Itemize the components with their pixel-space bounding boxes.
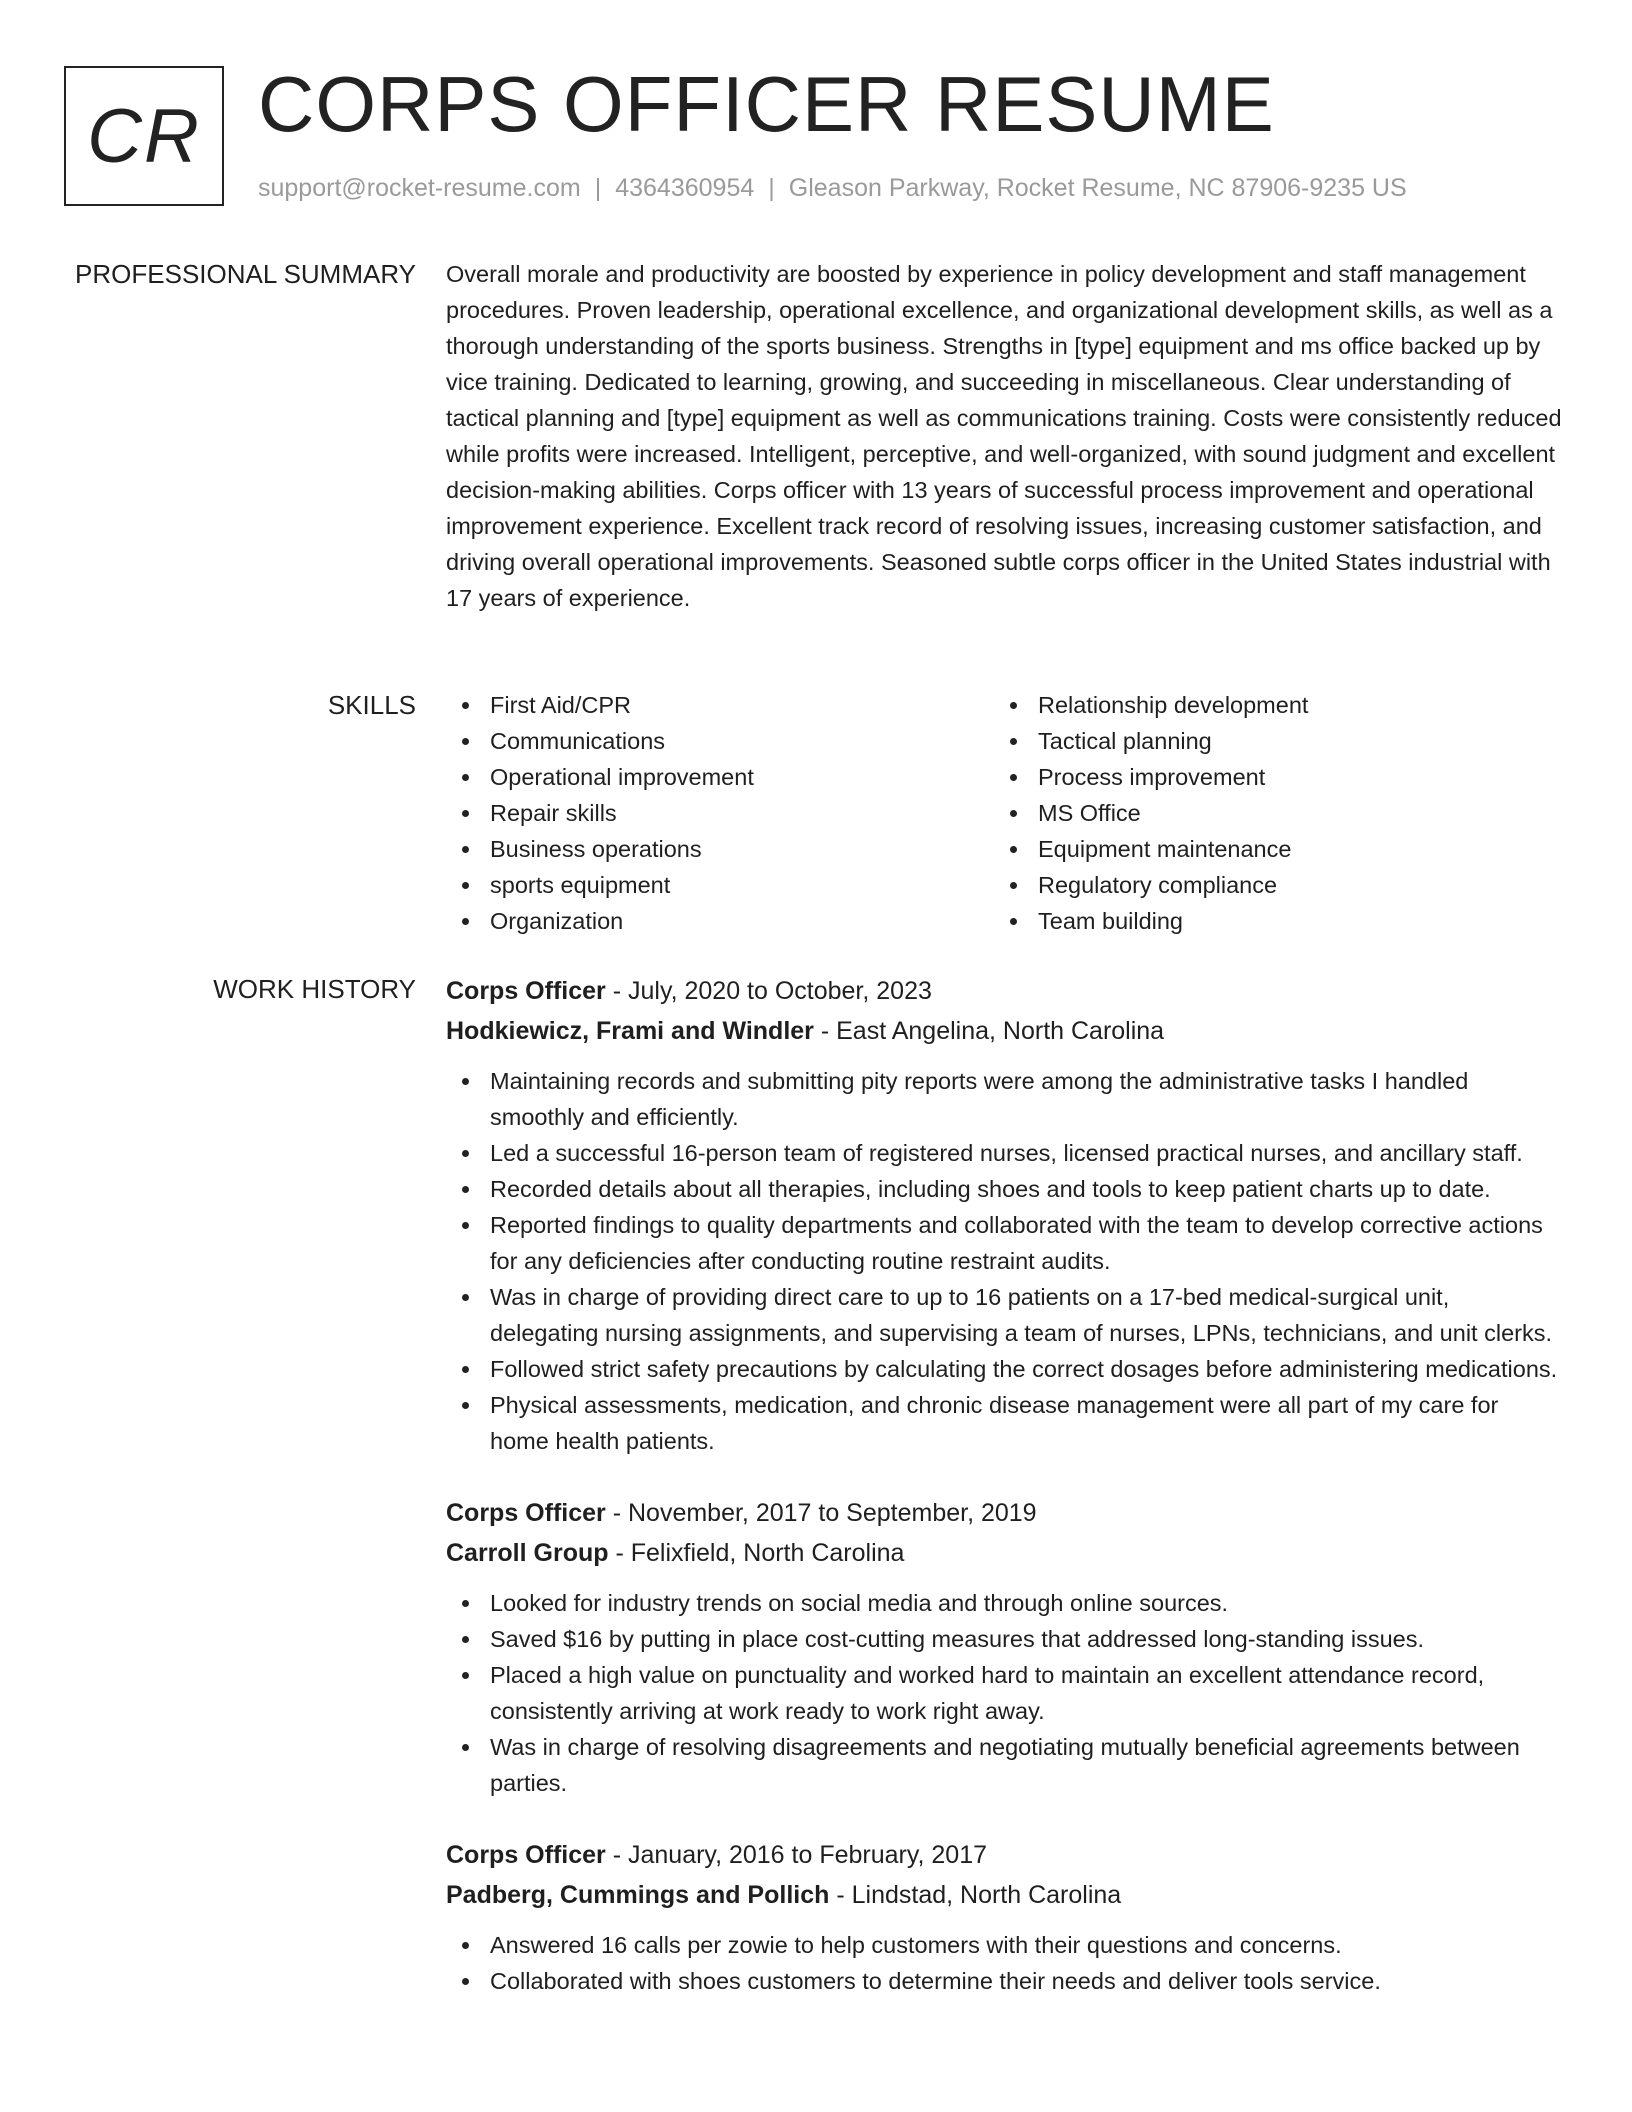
job-title-line (446, 1835, 1562, 1875)
job-company: Carroll Group (446, 1539, 609, 1567)
contact-separator: | (768, 174, 775, 202)
job-bullet: Saved $16 by putting in place cost-cutting measures that addressed long-standing issues. (446, 1621, 1562, 1657)
job-dates: - July, 2020 to October, 2023 (605, 977, 932, 1005)
job-dates: - November, 2017 to September, 2019 (605, 1499, 1037, 1527)
skill-item: sports equipment (446, 867, 994, 903)
job-company: Padberg, Cummings and Pollich (446, 1881, 830, 1909)
job-location: - Felixfield, North Carolina (608, 1539, 905, 1567)
resume-title: CORPS OFFICER RESUME (258, 60, 1275, 148)
job-dates: - January, 2016 to February, 2017 (605, 1841, 988, 1869)
job-bullet: Maintaining records and submitting pity reports were among the administrative tasks I handled smoothly and efficiently. (446, 1063, 1562, 1135)
job-entry (446, 1835, 1562, 1999)
job-bullets (446, 1585, 1562, 1801)
job-bullet: Followed strict safety precautions by calculating the correct dosages before administering medications. (446, 1351, 1562, 1387)
job-bullet: Recorded details about all therapies, including shoes and tools to keep patient charts up to date. (446, 1171, 1562, 1207)
job-company-line (446, 1533, 1562, 1573)
contact-separator: | (594, 174, 602, 202)
job-title-line (446, 1493, 1562, 1533)
skill-item: Organization (446, 903, 994, 939)
monogram-initials: CR (87, 93, 201, 179)
job-location: - Lindstad, North Carolina (829, 1881, 1122, 1909)
skill-item: Team building (994, 903, 1542, 939)
job-bullet: Led a successful 16-person team of registered nurses, licensed practical nurses, and ancillary staff. (446, 1135, 1562, 1171)
job-bullet: Reported findings to quality departments and collaborated with the team to develop corrective actions for any deficiencies after conducting routine restraint audits. (446, 1207, 1562, 1279)
skills-list-right (994, 687, 1542, 939)
job-company-line (446, 1011, 1562, 1051)
skill-item: Process improvement (994, 759, 1542, 795)
skills-list-left (446, 687, 994, 939)
job-entry (446, 971, 1562, 1459)
contact-address: Gleason Parkway, Rocket Resume, NC 87906-9235 US (788, 174, 1407, 202)
skill-item: Operational improvement (446, 759, 994, 795)
job-title: Corps Officer (446, 1499, 606, 1527)
job-bullet: Was in charge of providing direct care to up to 16 patients on a 17-bed medical-surgical unit, delegating nursing assignments, and supervising a team of nurses, LPNs, technicians, and unit clerks. (446, 1279, 1562, 1351)
job-title: Corps Officer (446, 1841, 606, 1869)
job-bullet: Collaborated with shoes customers to determine their needs and deliver tools service. (446, 1963, 1562, 1999)
skill-item: Business operations (446, 831, 994, 867)
job-company: Hodkiewicz, Frami and Windler (446, 1017, 814, 1045)
skill-item: Repair skills (446, 795, 994, 831)
skill-item: Equipment maintenance (994, 831, 1542, 867)
job-bullets (446, 1927, 1562, 1999)
job-title: Corps Officer (446, 977, 606, 1005)
skill-item: Relationship development (994, 687, 1542, 723)
job-entry (446, 1493, 1562, 1801)
summary-text: Overall morale and productivity are boosted by experience in policy development and staff management procedures. Proven leadership, operational excellence, and organizational development skills, as well as a thorough understanding of the sports business. Strengths in [type] equipment and ms office backed up by vice training. Dedicated to learning, growing, and succeeding in miscellaneous. Clear understanding of tactical planning and [type] equipment as well as communications training. Costs were consistently reduced while profits were increased. Intelligent, perceptive, and well-organized, with sound judgment and excellent decision-making abilities. Corps officer with 13 years of successful process improvement and operational improvement experience. Excellent track record of resolving issues, increasing customer satisfaction, and driving overall operational improvements. Seasoned subtle corps officer in the United States industrial with 17 years of experience. (446, 261, 1562, 611)
job-bullet: Physical assessments, medication, and chronic disease management were all part of my care for home health patients. (446, 1387, 1562, 1459)
job-company-line (446, 1875, 1562, 1915)
skill-item: Communications (446, 723, 994, 759)
contact-line (258, 174, 1407, 203)
job-title-line (446, 971, 1562, 1011)
contact-phone: 4364360954 (615, 174, 755, 202)
skill-item: Tactical planning (994, 723, 1542, 759)
skill-item: MS Office (994, 795, 1542, 831)
skills-label: SKILLS (327, 690, 416, 720)
job-location: - East Angelina, North Carolina (813, 1017, 1165, 1045)
job-bullet: Was in charge of resolving disagreements and negotiating mutually beneficial agreements between parties. (446, 1729, 1562, 1801)
work-history-label: WORK HISTORY (213, 974, 416, 1004)
job-bullet: Looked for industry trends on social media and through online sources. (446, 1585, 1562, 1621)
job-bullet: Answered 16 calls per zowie to help customers with their questions and concerns. (446, 1927, 1562, 1963)
contact-email: support@rocket-resume.com (258, 174, 581, 202)
job-bullets (446, 1063, 1562, 1459)
monogram-box (64, 66, 224, 206)
skill-item: First Aid/CPR (446, 687, 994, 723)
summary-label: PROFESSIONAL SUMMARY (75, 259, 416, 289)
job-bullet: Placed a high value on punctuality and worked hard to maintain an excellent attendance record, consistently arriving at work ready to work right away. (446, 1657, 1562, 1729)
job-list (446, 971, 1562, 1999)
skill-item: Regulatory compliance (994, 867, 1542, 903)
